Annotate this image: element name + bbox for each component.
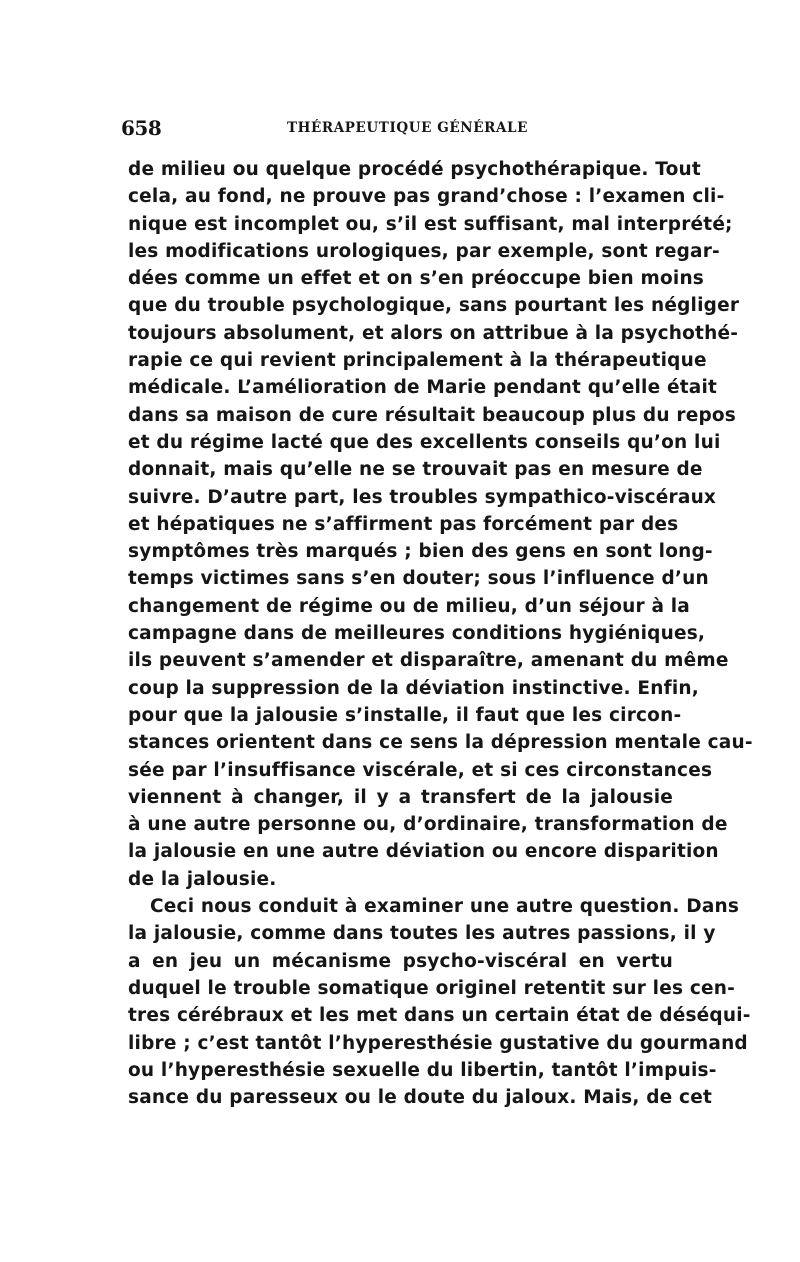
text-line: nique est incomplet ou, s’il est suffisant, mal interprété; <box>128 213 733 235</box>
paragraph <box>128 893 751 1111</box>
text-line: coup la suppression de la déviation instinctive. Enfin, <box>128 677 699 699</box>
text-line: a en jeu un mécanisme psycho-viscéral en vertu <box>128 950 673 972</box>
running-title: THÉRAPEUTIQUE GÉNÉRALE <box>287 120 529 136</box>
text-line: sée par l’insuffisance viscérale, et si ces circonstances <box>128 759 713 781</box>
text-line: ils peuvent s’amender et disparaître, amenant du même <box>128 650 729 672</box>
text-line: changement de régime ou de milieu, d’un séjour à la <box>128 595 690 617</box>
text-line: la jalousie, comme dans toutes les autres passions, il y <box>128 923 716 945</box>
text-line: sance du paresseux ou le doute du jaloux. Mais, de cet <box>128 1087 712 1109</box>
text-line: dées comme un effet et on s’en préoccupe bien moins <box>128 268 705 290</box>
text-line: symptômes très marqués ; bien des gens en sont long- <box>128 541 713 563</box>
text-line: la jalousie en une autre déviation ou encore disparition <box>128 841 719 863</box>
text-line: duquel le trouble somatique originel retentit sur les cen- <box>128 977 735 999</box>
text-line: donnait, mais qu’elle ne se trouvait pas en mesure de <box>128 459 703 481</box>
text-line: Ceci nous conduit à examiner une autre question. Dans <box>150 896 740 918</box>
text-line: temps victimes sans s’en douter; sous l’influence d’un <box>128 568 709 590</box>
text-line: campagne dans de meilleures conditions hygiéniques, <box>128 623 706 645</box>
text-line: stances orientent dans ce sens la dépression mentale cau- <box>128 732 753 754</box>
text-line: cela, au fond, ne prouve pas grand’chose : l’examen cli- <box>128 186 725 208</box>
text-line: ou l’hyperesthésie sexuelle du libertin, tantôt l’impuis- <box>128 1059 717 1081</box>
text-line: suivre. D’autre part, les troubles sympathico-viscéraux <box>128 486 717 508</box>
page-number: 658 <box>121 116 162 140</box>
text-line: et hépatiques ne s’affirment pas forcément par des <box>128 513 679 535</box>
text-line: médicale. L’amélioration de Marie pendant qu’elle était <box>128 377 718 399</box>
text-line: à une autre personne ou, d’ordinaire, transformation de <box>128 814 728 836</box>
text-line: les modifications urologiques, par exemple, sont regar- <box>128 240 720 262</box>
body-text <box>128 156 753 1111</box>
text-line: libre ; c’est tantôt l’hyperesthésie gustative du gourmand <box>128 1032 748 1054</box>
running-header <box>121 116 681 144</box>
text-line: pour que la jalousie s’installe, il faut que les circon- <box>128 704 682 726</box>
text-line: dans sa maison de cure résultait beaucoup plus du repos <box>128 404 737 426</box>
text-line: rapie ce qui revient principalement à la thérapeutique <box>128 350 707 372</box>
text-line: viennent à changer, il y a transfert de la jalousie <box>128 786 673 808</box>
text-line: de milieu ou quelque procédé psychothérapique. Tout <box>128 159 701 180</box>
text-line: de la jalousie. <box>128 868 277 890</box>
text-line: tres cérébraux et les met dans un certain état de déséqui- <box>128 1005 751 1027</box>
text-line: et du régime lacté que des excellents conseils qu’on lui <box>128 431 721 453</box>
text-line: que du trouble psychologique, sans pourtant les négliger <box>128 295 740 317</box>
text-line: toujours absolument, et alors on attribue à la psychothé- <box>128 322 739 344</box>
paragraph <box>128 156 753 893</box>
